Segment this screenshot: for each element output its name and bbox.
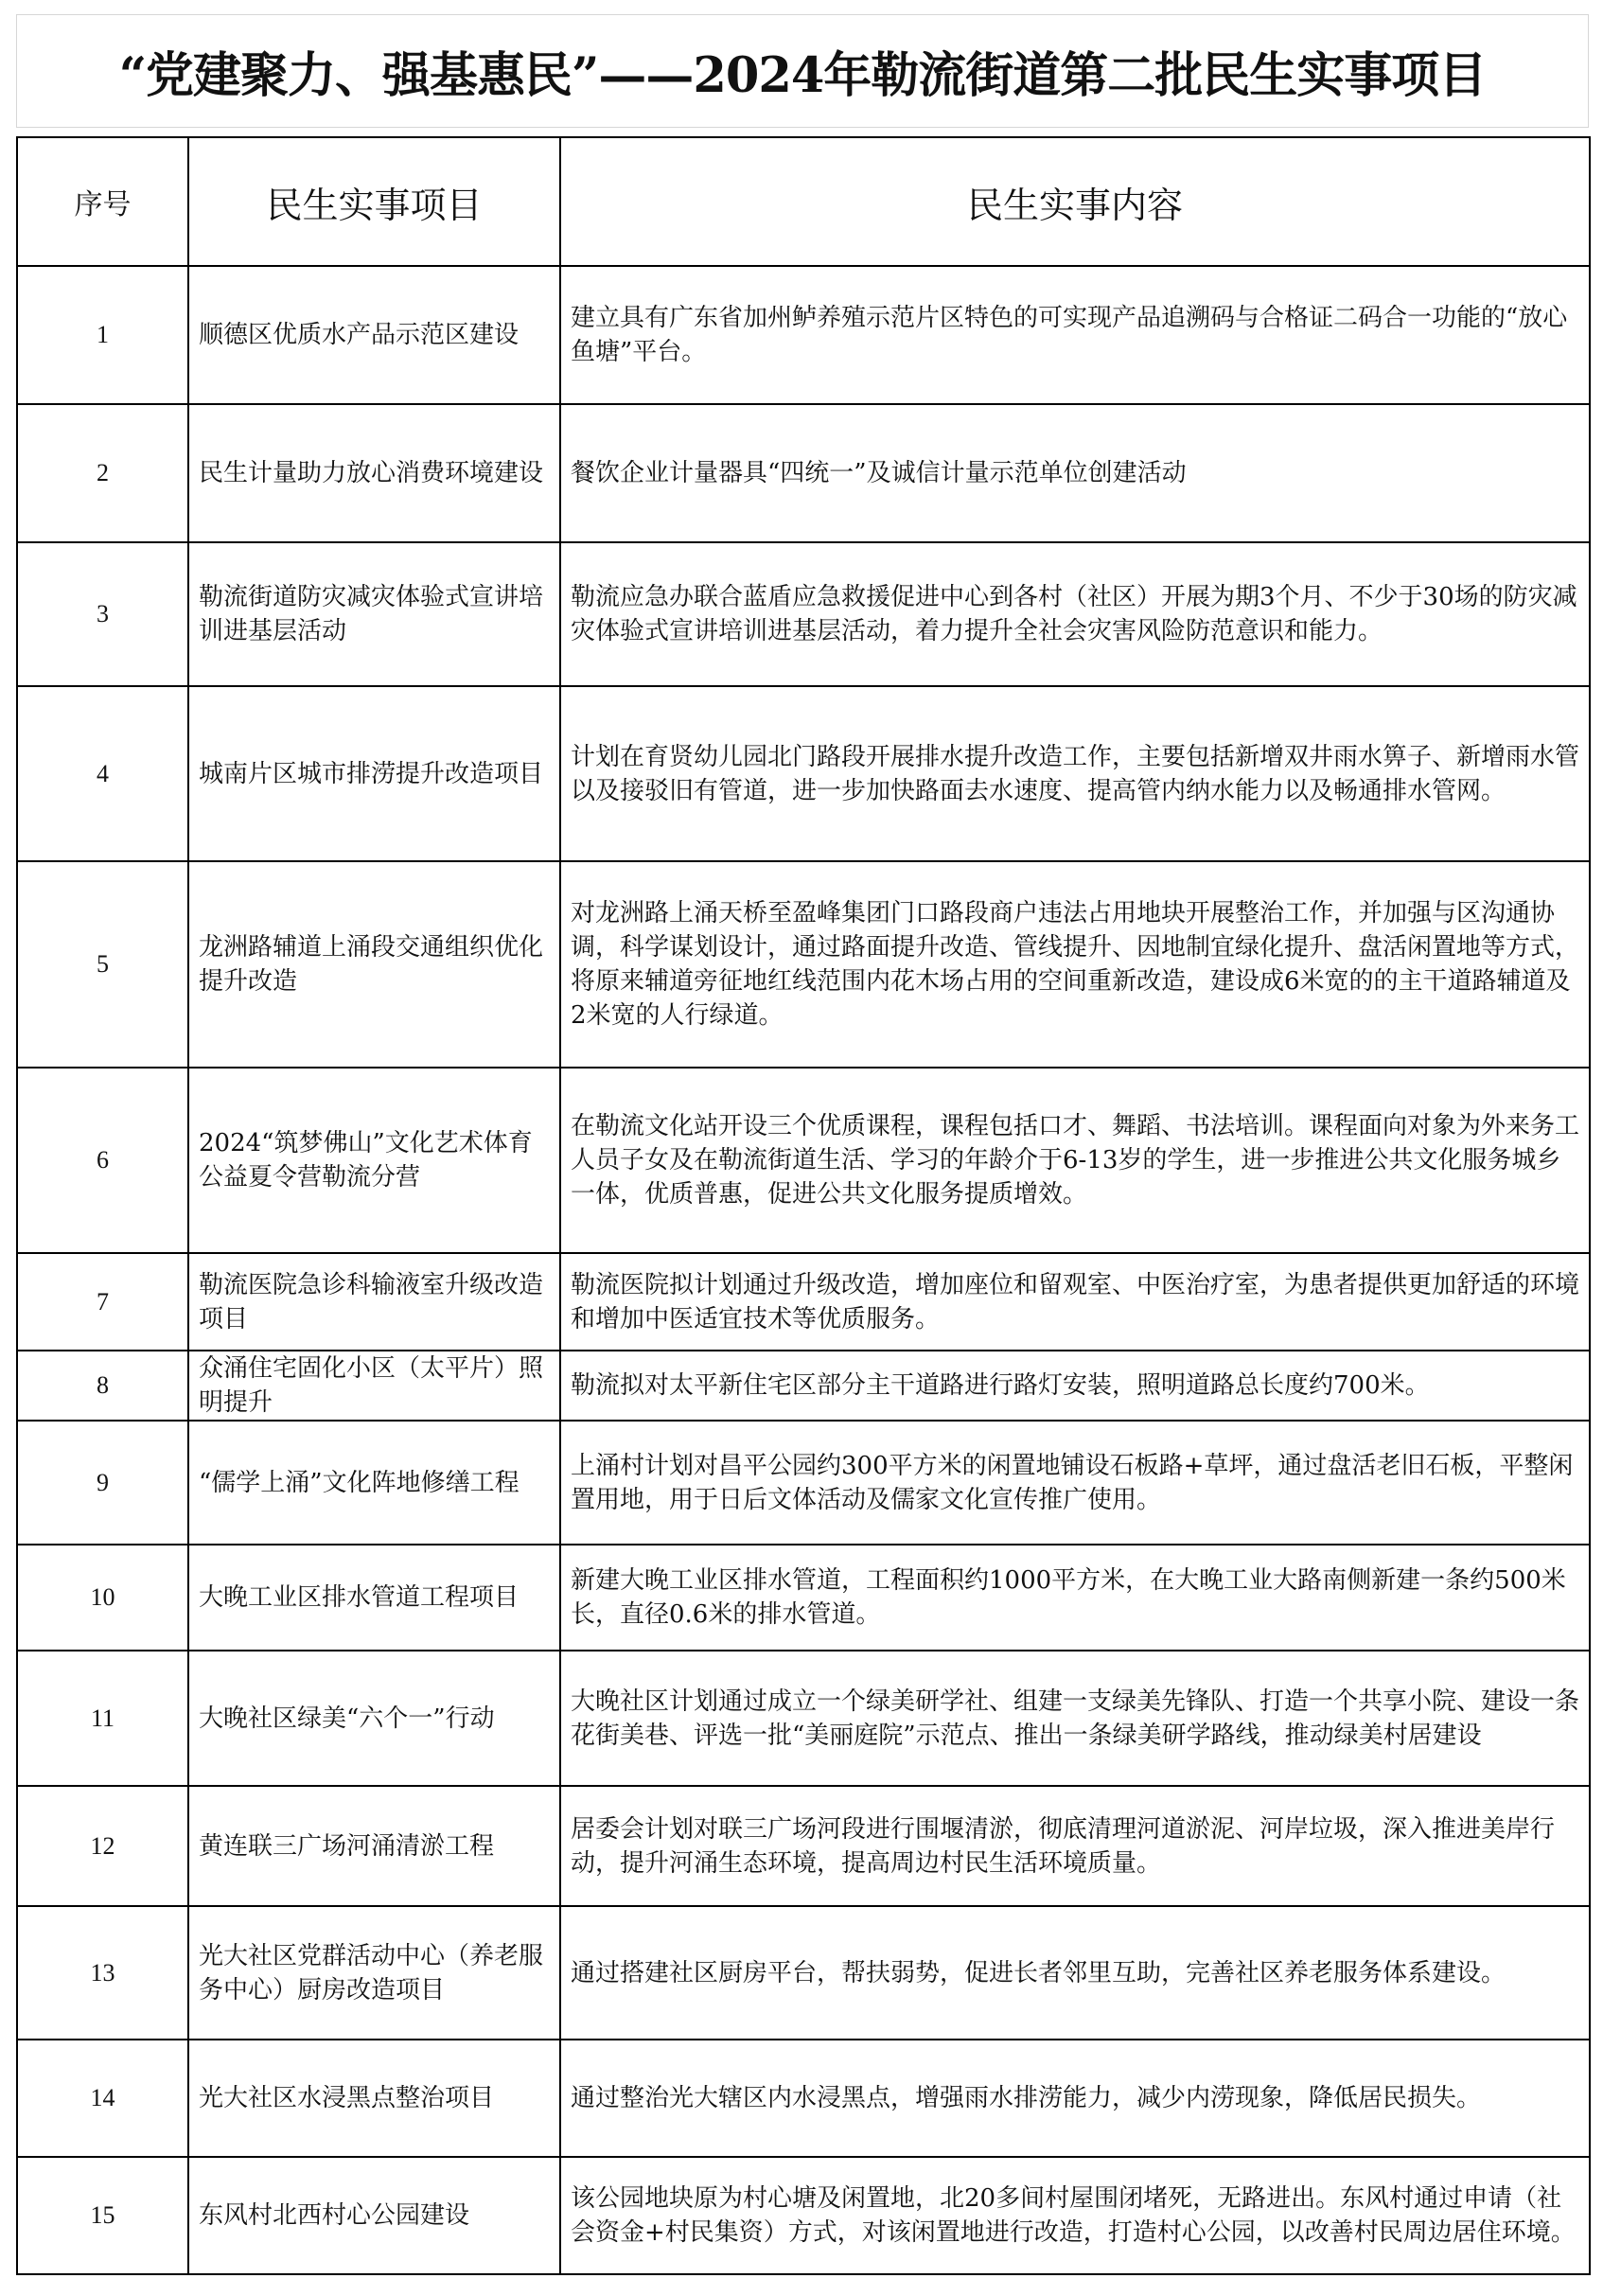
row-number: 7	[17, 1253, 188, 1351]
table-header-row	[17, 137, 1590, 266]
row-project: 2024“筑梦佛山”文化艺术体育公益夏令营勒流分营	[188, 1068, 560, 1253]
table-row	[17, 1786, 1590, 1906]
row-number: 3	[17, 542, 188, 686]
row-project: 大晚工业区排水管道工程项目	[188, 1545, 560, 1651]
row-content: 通过整治光大辖区内水浸黑点，增强雨水排涝能力，减少内涝现象，降低居民损失。	[560, 2040, 1590, 2157]
row-number: 5	[17, 861, 188, 1068]
row-number: 8	[17, 1351, 188, 1421]
row-number: 15	[17, 2157, 188, 2274]
row-project: 光大社区党群活动中心（养老服务中心）厨房改造项目	[188, 1906, 560, 2040]
row-number: 4	[17, 686, 188, 861]
table-row	[17, 2157, 1590, 2274]
table-row	[17, 404, 1590, 542]
row-content: 计划在育贤幼儿园北门路段开展排水提升改造工作，主要包括新增双井雨水箅子、新增雨水管以及接驳旧有管道，进一步加快路面去水速度、提高管内纳水能力以及畅通排水管网。	[560, 686, 1590, 861]
table-row	[17, 1351, 1590, 1421]
header-project: 民生实事项目	[188, 137, 560, 266]
row-content: 大晚社区计划通过成立一个绿美研学社、组建一支绿美先锋队、打造一个共享小院、建设一条花街美巷、评选一批“美丽庭院”示范点、推出一条绿美研学路线，推动绿美村居建设	[560, 1651, 1590, 1786]
row-project: 勒流街道防灾减灾体验式宣讲培训进基层活动	[188, 542, 560, 686]
row-number: 2	[17, 404, 188, 542]
row-project: 龙洲路辅道上涌段交通组织优化提升改造	[188, 861, 560, 1068]
table-row	[17, 542, 1590, 686]
row-project: 城南片区城市排涝提升改造项目	[188, 686, 560, 861]
table-row	[17, 266, 1590, 404]
row-project: 黄连联三广场河涌清淤工程	[188, 1786, 560, 1906]
row-content: 勒流拟对太平新住宅区部分主干道路进行路灯安装，照明道路总长度约700米。	[560, 1351, 1590, 1421]
row-number: 14	[17, 2040, 188, 2157]
page-title: “党建聚力、强基惠民”——2024年勒流街道第二批民生实事项目	[118, 47, 1487, 104]
table-row	[17, 686, 1590, 861]
row-number: 1	[17, 266, 188, 404]
row-content: 对龙洲路上涌天桥至盈峰集团门口路段商户违法占用地块开展整治工作，并加强与区沟通协调，科学谋划设计，通过路面提升改造、管线提升、因地制宜绿化提升、盘活闲置地等方式，将原来辅道旁征地红线范围内花木场占用的空间重新改造，建设成6米宽的的主干道路辅道及2米宽的人行绿道。	[560, 861, 1590, 1068]
table-row	[17, 1545, 1590, 1651]
table-row	[17, 1651, 1590, 1786]
row-number: 10	[17, 1545, 188, 1651]
table-row	[17, 1068, 1590, 1253]
row-project: 光大社区水浸黑点整治项目	[188, 2040, 560, 2157]
row-content: 勒流医院拟计划通过升级改造，增加座位和留观室、中医治疗室，为患者提供更加舒适的环境和增加中医适宜技术等优质服务。	[560, 1253, 1590, 1351]
table-row	[17, 861, 1590, 1068]
row-content: 勒流应急办联合蓝盾应急救援促进中心到各村（社区）开展为期3个月、不少于30场的防灾减灾体验式宣讲培训进基层活动，着力提升全社会灾害风险防范意识和能力。	[560, 542, 1590, 686]
row-content: 餐饮企业计量器具“四统一”及诚信计量示范单位创建活动	[560, 404, 1590, 542]
row-number: 11	[17, 1651, 188, 1786]
row-project: 众涌住宅固化小区（太平片）照明提升	[188, 1351, 560, 1421]
row-content: 居委会计划对联三广场河段进行围堰清淤，彻底清理河道淤泥、河岸垃圾，深入推进美岸行动，提升河涌生态环境，提高周边村民生活环境质量。	[560, 1786, 1590, 1906]
row-project: 民生计量助力放心消费环境建设	[188, 404, 560, 542]
table-row	[17, 1906, 1590, 2040]
row-content: 建立具有广东省加州鲈养殖示范片区特色的可实现产品追溯码与合格证二码合一功能的“放心鱼塘”平台。	[560, 266, 1590, 404]
row-project: 大晚社区绿美“六个一”行动	[188, 1651, 560, 1786]
row-number: 13	[17, 1906, 188, 2040]
header-content: 民生实事内容	[560, 137, 1590, 266]
row-project: “儒学上涌”文化阵地修缮工程	[188, 1421, 560, 1545]
row-project: 顺德区优质水产品示范区建设	[188, 266, 560, 404]
row-content: 新建大晚工业区排水管道，工程面积约1000平方米，在大晚工业大路南侧新建一条约500米长，直径0.6米的排水管道。	[560, 1545, 1590, 1651]
table-row	[17, 2040, 1590, 2157]
header-no: 序号	[17, 137, 188, 266]
table-row	[17, 1253, 1590, 1351]
row-project: 东风村北西村心公园建设	[188, 2157, 560, 2274]
row-content: 该公园地块原为村心塘及闲置地，北20多间村屋围闭堵死，无路进出。东风村通过申请（社会资金+村民集资）方式，对该闲置地进行改造，打造村心公园，以改善村民周边居住环境。	[560, 2157, 1590, 2274]
row-project: 勒流医院急诊科输液室升级改造项目	[188, 1253, 560, 1351]
row-content: 通过搭建社区厨房平台，帮扶弱势，促进长者邻里互助，完善社区养老服务体系建设。	[560, 1906, 1590, 2040]
row-content: 在勒流文化站开设三个优质课程，课程包括口才、舞蹈、书法培训。课程面向对象为外来务工人员子女及在勒流街道生活、学习的年龄介于6-13岁的学生，进一步推进公共文化服务城乡一体，优质普惠，促进公共文化服务提质增效。	[560, 1068, 1590, 1253]
row-number: 9	[17, 1421, 188, 1545]
row-number: 6	[17, 1068, 188, 1253]
row-content: 上涌村计划对昌平公园约300平方米的闲置地铺设石板路+草坪，通过盘活老旧石板，平整闲置用地，用于日后文体活动及儒家文化宣传推广使用。	[560, 1421, 1590, 1545]
row-number: 12	[17, 1786, 188, 1906]
table-row	[17, 1421, 1590, 1545]
projects-table	[16, 136, 1591, 2275]
